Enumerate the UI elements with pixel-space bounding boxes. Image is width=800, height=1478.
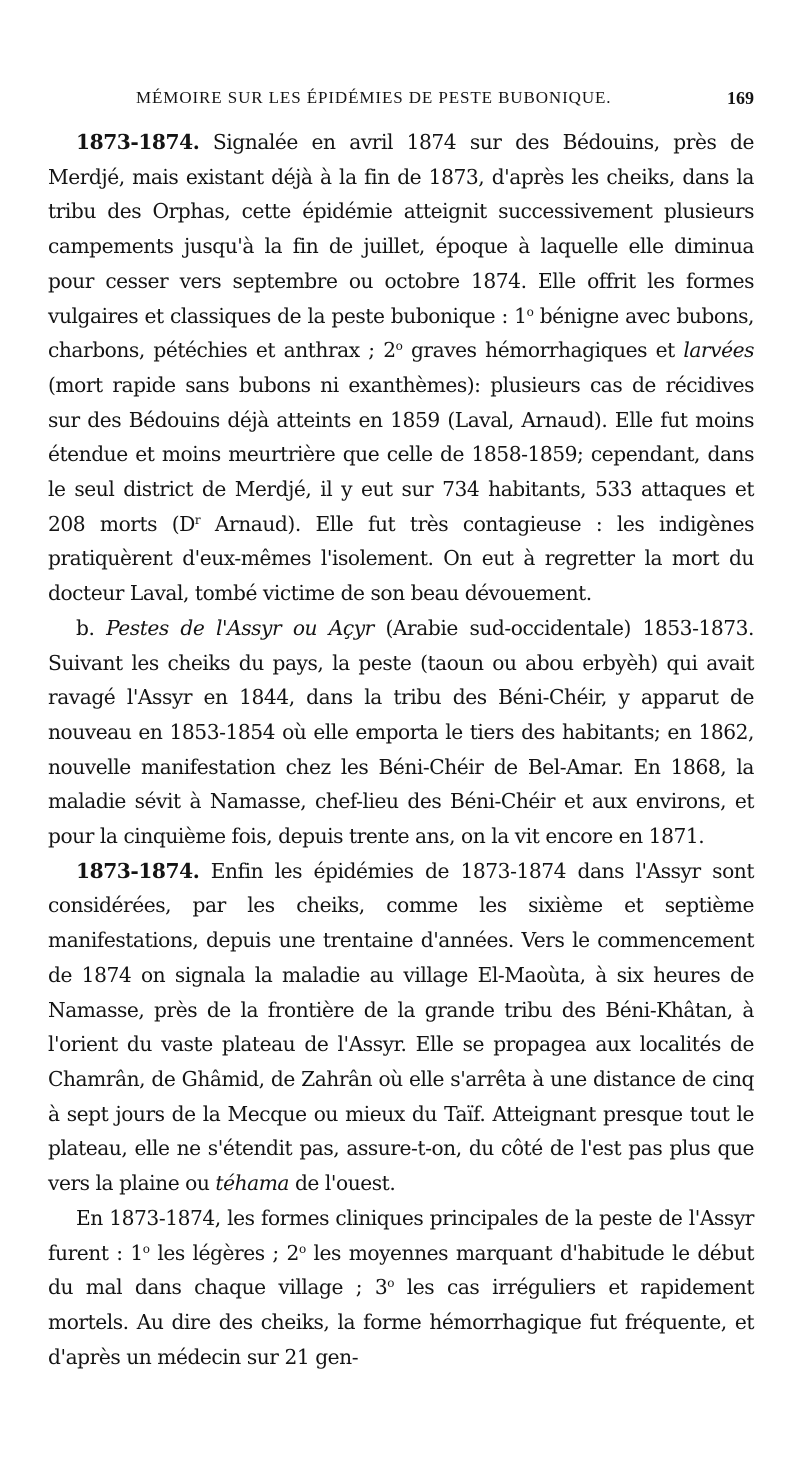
ordinal-superscript: o	[526, 304, 534, 319]
body-text	[48, 125, 754, 1374]
paragraph-text: les légères ; 2	[149, 1240, 299, 1265]
paragraph-text: les cas irréguliers et rapidement mortels. Au dire des cheiks, la forme hémorrhagique fut fréquente, et d'après un médecin sur 21 gen-	[48, 1275, 754, 1369]
running-title: MÉMOIRE SUR LES ÉPIDÉMIES DE PESTE BUBONIQUE.	[136, 88, 612, 107]
running-head	[48, 88, 754, 118]
paragraph-text: En 1873-1874, les formes cliniques principales de la peste de l'Assyr furent : 1	[48, 1205, 754, 1265]
page-number: 169	[727, 88, 754, 108]
paragraph-1873-1874-merdje	[48, 125, 754, 611]
ordinal-superscript: o	[142, 1241, 150, 1256]
paragraph-text: de l'ouest.	[288, 1171, 396, 1196]
ordinal-superscript: o	[298, 1241, 306, 1256]
paragraph-text: (Arabie sud-occidentale) 1853-1873. Suivant les cheiks du pays, la peste (taoun ou abou erbyèh) qui avait ravagé l'Assyr en 1844, dans la tribu des Béni-Chéir, y apparut de nouveau en 1853-1854 où elle emporta le tiers des habitants; en 1862, nouvelle manifestation chez les Béni-Chéir de Bel-Amar. En 1868, la maladie sévit à Namasse, chef-lieu des Béni-Chéir et aux environs, et pour la cinquième fois, depuis trente ans, on la vit encore en 1871.	[48, 615, 754, 849]
ordinal-superscript: o	[395, 339, 403, 354]
paragraph-text: Enfin les épidémies de 1873-1874 dans l'Assyr sont considérées, par les cheiks, comme les sixième et septième manifestations, depuis une trentaine d'années. Vers le commencement de 1874 on signala la maladie au village El-Maoùta, à six heures de Namasse, près de la frontière de la grande tribu des Béni-Khâtan, à l'orient du vaste plateau de l'Assyr. Elle se propagea aux localités de Chamrân, de Ghâmid, de Zahrân où elle s'arrêta à une distance de cinq à sept jours de la Mecque ou mieux du Taïf. Atteignant presque tout le plateau, elle ne s'étendit pas, assure-t-on, du côté de l'est pas plus que vers la plaine ou	[48, 858, 754, 1196]
italic-term: larvées	[683, 338, 754, 363]
paragraph-lead: 1873-1874.	[76, 130, 200, 154]
paragraph-text: Arnaud). Elle fut très contagieuse : les indigènes pratiquèrent d'eux-mêmes l'isolement. On eut à regretter la mort du docteur Laval, tombé victime de son beau dévouement.	[48, 511, 754, 606]
paragraph-formes-cliniques	[48, 1201, 754, 1375]
doctor-abbreviation-superscript: r	[194, 512, 201, 527]
ordinal-superscript: o	[387, 1276, 395, 1291]
paragraph-1873-1874-assyr	[48, 854, 754, 1201]
italic-heading: Pestes de l'Assyr ou Açyr	[94, 615, 374, 640]
paragraph-lead: 1873-1874.	[76, 858, 200, 883]
paragraph-b-pestes-assyr	[48, 611, 754, 854]
italic-term: téhama	[215, 1171, 289, 1196]
paragraph-text: les moyennes marquant d'habitude le début du mal dans chaque village ; 3	[48, 1240, 754, 1300]
paragraph-text: Signalée en avril 1874 sur des Bédouins, près de Merdjé, mais existant déjà à la fin de 1873, d'après les cheiks, dans la tribu des Orphas, cette épidémie atteignit successivement plusieurs campements jusqu'à la fin de juillet, époque à laquelle elle diminua pour cesser vers septembre ou octobre 1874. Elle offrit les formes vulgaires et classiques de la peste bubonique : 1	[48, 130, 754, 328]
paragraph-text: bénigne avec bubons, charbons, pétéchies et anthrax ; 2	[48, 303, 754, 363]
paragraph-lead: b.	[76, 615, 95, 640]
paragraph-text: graves hémorrhagiques et	[402, 338, 684, 363]
paragraph-text: (mort rapide sans bubons ni exanthèmes): plusieurs cas de récidives sur des Bédouins déjà atteints en 1859 (Laval, Arnaud). Elle fut moins étendue et moins meurtrière que celle de 1858-1859; cependant, dans le seul district de Merdjé, il y eut sur 734 habitants, 533 attaques et 208 morts (D	[48, 372, 754, 536]
